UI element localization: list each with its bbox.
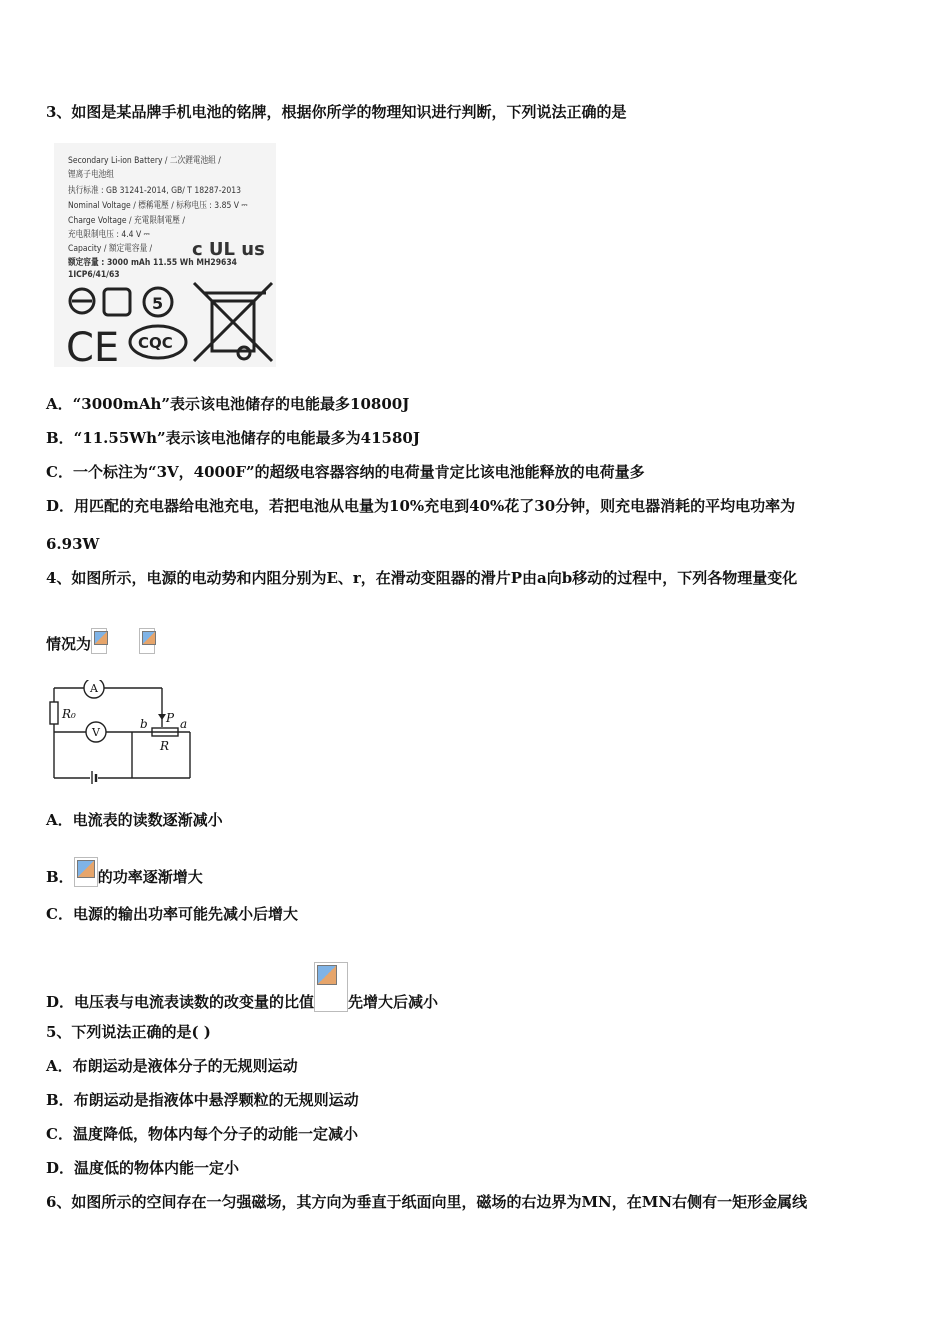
svg-text:V: V [92,726,100,739]
svg-text:R₀: R₀ [62,707,76,721]
svg-text:b: b [140,717,148,731]
q4-option-b: B． 的功率逐渐增大 [46,857,203,887]
label-line: Charge Voltage / 充電限制電壓 / [68,216,185,226]
q3-option-c: C．一个标注为“3V，4000F”的超级电容器容纳的电荷量肯定比该电池能释放的电荷量多 [46,463,645,481]
broken-image-icon [139,628,155,654]
svg-text:a: a [180,717,188,731]
label-line: 充电限制电压 : 4.4 V ⎓ [68,230,150,240]
q4-stem-cont [46,628,155,654]
circuit-diagram [48,680,198,784]
label-line: Nominal Voltage / 標稱電壓 / 标称电压 : 3.85 V ⎓ [68,201,248,211]
resistor-r0 [50,702,58,724]
crossed-bin-icon [194,283,272,361]
q3-stem: 3、如图是某品牌手机电池的铭牌，根据你所学的物理知识进行判断，下列说法正确的是 [46,103,627,121]
ul-mark: c UL us [192,239,265,260]
broken-image-icon [314,962,348,1012]
q3-option-a: A．“3000mAh”表示该电池储存的电能最多10800J [46,395,410,413]
battery-label-image [54,143,276,367]
recycle-icon [104,289,130,315]
q5-option-d: D．温度低的物体内能一定小 [46,1159,240,1177]
label-line: Capacity / 額定電容量 / [68,244,153,254]
q5-option-b: B．布朗运动是指液体中悬浮颗粒的无规则运动 [46,1091,359,1109]
q3-option-b: B．“11.55Wh”表示该电池储存的电能最多为41580J [46,429,420,447]
label-line: 额定容量 : 3000 mAh 11.55 Wh MH29634 [68,258,237,268]
svg-text:R: R [160,739,170,753]
certification-marks [54,143,276,367]
q4-option-a: A．电流表的读数逐渐减小 [46,811,223,829]
q6-stem: 6、如图所示的空间存在一匀强磁场，其方向为垂直于纸面向里，磁场的右边界为MN，在MN右侧有一矩形金属线 [46,1193,808,1211]
q5-option-a: A．布朗运动是液体分子的无规则运动 [46,1057,298,1075]
label-line: 执行标准 : GB 31241-2014, GB/ T 18287-2013 [68,186,241,196]
q5-option-c: C．温度降低，物体内每个分子的动能一定减小 [46,1125,358,1143]
broken-image-icon [74,857,98,887]
q4-option-c: C．电源的输出功率可能先减小后增大 [46,905,298,923]
q3-option-d: D．用匹配的充电器给电池充电，若把电池从电量为10%充电到40%花了30分钟，则充电器消耗的平均电功率为 [46,497,796,515]
q4-stem2: 情况为 [46,635,92,653]
svg-text:5: 5 [152,294,164,313]
label-line: Secondary Li-ion Battery / 二次鋰電池組 / [68,156,221,166]
label-line: 锂离子电池组 [68,170,114,180]
q4-option-d: D．电压表与电流表读数的改变量的比值 先增大后减小 [46,962,438,1012]
ce-mark: CE [66,325,120,367]
q5-stem: 5、下列说法正确的是( ) [46,1023,211,1041]
svg-text:A: A [90,682,98,695]
label-line: 1ICP6/41/63 [68,270,120,280]
q3-option-d-cont: 6.93W [46,535,100,553]
svg-text:CQC: CQC [138,334,173,352]
broken-image-icon [91,628,107,654]
svg-text:P: P [166,711,175,725]
q4-stem: 4、如图所示，电源的电动势和内阻分别为E、r，在滑动变阻器的滑片P由a向b移动的过程中，下列各物理量变化 [46,569,798,587]
